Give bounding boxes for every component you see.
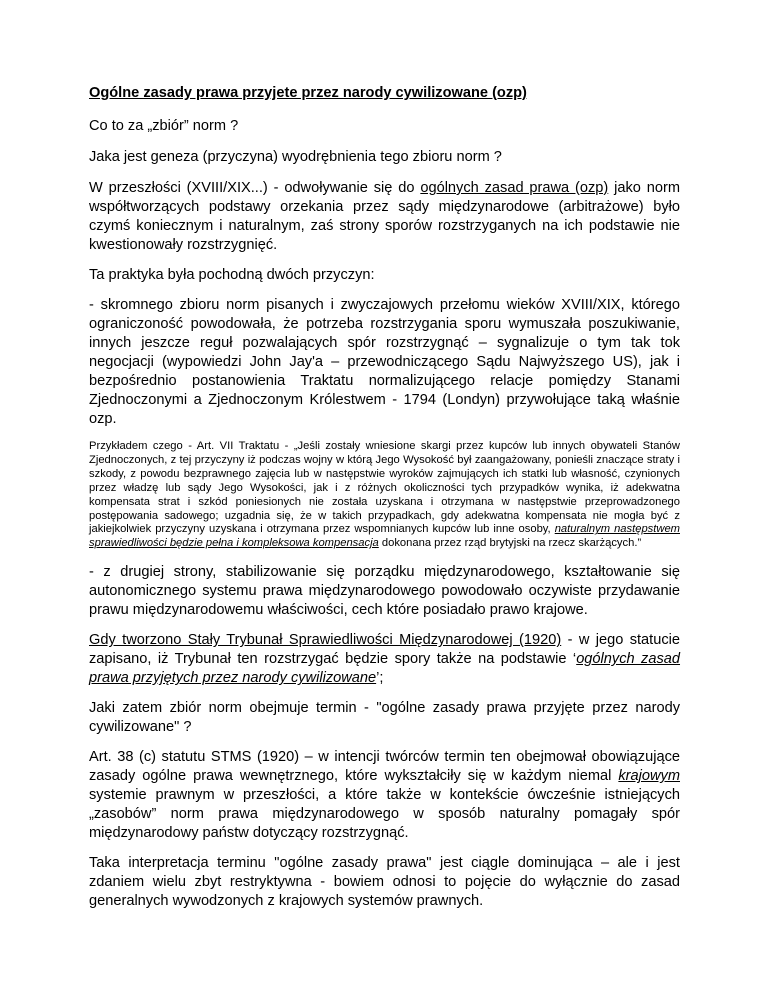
treaty-quote-text-b: dokonana przez rząd brytyjski na rzecz skarżących.” xyxy=(378,537,642,550)
paragraph-pcij-text-b: ’; xyxy=(376,670,384,687)
ozp-underlined-term: ogólnych zasad prawa (ozp) xyxy=(420,180,609,196)
pcij-italic-term: ogólnych zasad prawa przyjętych przez narody cywilizowane xyxy=(89,651,681,687)
pcij-underlined-text: Gdy tworzono Stały Trybunał Sprawiedliwości Międzynarodowej (1920) xyxy=(89,632,562,649)
paragraph-first-cause: - skromnego zbioru norm pisanych i zwyczajowych przełomu wieków XVIII/XIX, którego ograniczoność powodowała, że potrzeba rozstrzygania sporu wymuszała poszukiwanie, innych jeszcze reguł pozwalających spór rozstrzygnąć – sygnalizuje o tym tak tok negocjacji (wypowiedzi John Jay'a – przewodniczącego Sądu Najwyższego US), jak i bezpośrednio postanowienia Traktatu normalizującego relacje pomiędzy Stanami Zjednoczonymi a Zjednoczonym Królestwem - 1794 (Londyn) przywołujące taką właśnie ozp. xyxy=(89,297,680,427)
paragraph-two-causes: Ta praktyka była pochodną dwóch przyczyn: xyxy=(89,267,375,283)
document-title: Ogólne zasady prawa przyjete przez narody cywilizowane (ozp) xyxy=(89,85,527,101)
question-scope: Jaki zatem zbiór norm obejmuje termin - "ogólne zasady prawa przyjęte przez narody cywilizowane" ? xyxy=(89,700,680,736)
paragraph-interpretation: Taka interpretacja terminu "ogólne zasady prawa" jest ciągle dominująca – ale i jest zdaniem wielu zbyt restryktywna - bowiem odnosi to pojęcie do wyłącznie do zasad generalnych wywodzonych z krajowych systemów prawnych. xyxy=(89,855,680,910)
paragraph-art38 xyxy=(89,748,680,843)
paragraph-history-text-b: jako norm współtworzących podstawy orzekania przez sądy międzynarodowe (arbitrażowe) było czymś koniecznym i naturalnym, zaś strony sporów rozstrzyganych na ich podstawie nie kwestionowały rozstrzygnięć. xyxy=(89,180,680,253)
paragraph-pcij xyxy=(89,631,680,688)
treaty-quote-emphasis: naturalnym następstwem sprawiedliwości będzie pełna i kompleksowa kompensacja xyxy=(89,523,680,550)
krajowym-emphasis: krajowym xyxy=(618,768,680,785)
question-collection: Co to za „zbiór” norm ? xyxy=(89,118,239,134)
question-genesis: Jaka jest geneza (przyczyna) wyodrębnienia tego zbioru norm ? xyxy=(89,149,502,165)
paragraph-history-text-a: W przeszłości (XVIII/XIX...) - odwoływanie się do xyxy=(89,180,421,196)
treaty-quote xyxy=(89,440,680,551)
treaty-quote-text-a: Przykładem czego - Art. VII Traktatu - „Jeśli zostały wniesione skargi przez kupców lub innych obywateli Stanów Zjednoczonych, z tej przyczyny iż podczas wojny w którą Jego Wysokość był zaangażowany, ponieśli znaczące straty i szkody, z powodu bezprawnego zajęcia lub w następstwie wyroków zajmujących ich statki lub własność, czynionych przez władzę lub sądy Jego Wysokości, jak i z różnych okoliczności tych przypadków wynika, iż adekwatna kompensata strat i szkód poniesionych nie została uzyskana i otrzymana w następstwie przeprowadzonego postępowania sadowego; uzgadnia się, że w takich przypadkach, gdy adekwatna kompensata nie mogła być z jakiejkolwiek przyczyny uzyskana i otrzymana przez wspomnianych kupców lub inne osoby, xyxy=(89,440,680,536)
paragraph-art38-text-b: systemie prawnym w przeszłości, a które także w kontekście ówcześnie istniejących „zasobów” norm prawa międzynarodowego w sposób naturalny pomagały spór międzynarodowy państw dotyczący rozstrzygnąć. xyxy=(89,787,680,842)
paragraph-pcij-text-a: - w jego statucie zapisano, iż Trybunał ten rozstrzygać będzie spory także na podstawie ‘ xyxy=(89,632,680,668)
paragraph-history xyxy=(89,179,680,255)
paragraph-art38-text-a: Art. 38 (c) statutu STMS (1920) – w intencji twórców termin ten obejmował obowiązujące zasady ogólne prawa wewnętrznego, które wykształciły się w każdym niemal xyxy=(89,749,680,785)
paragraph-second-cause: - z drugiej strony, stabilizowanie się porządku międzynarodowego, kształtowanie się autonomicznego systemu prawa międzynarodowego powodowało oczywiste przydawanie prawu międzynarodowemu właściwości, cech które posiadało prawo krajowe. xyxy=(89,564,680,619)
